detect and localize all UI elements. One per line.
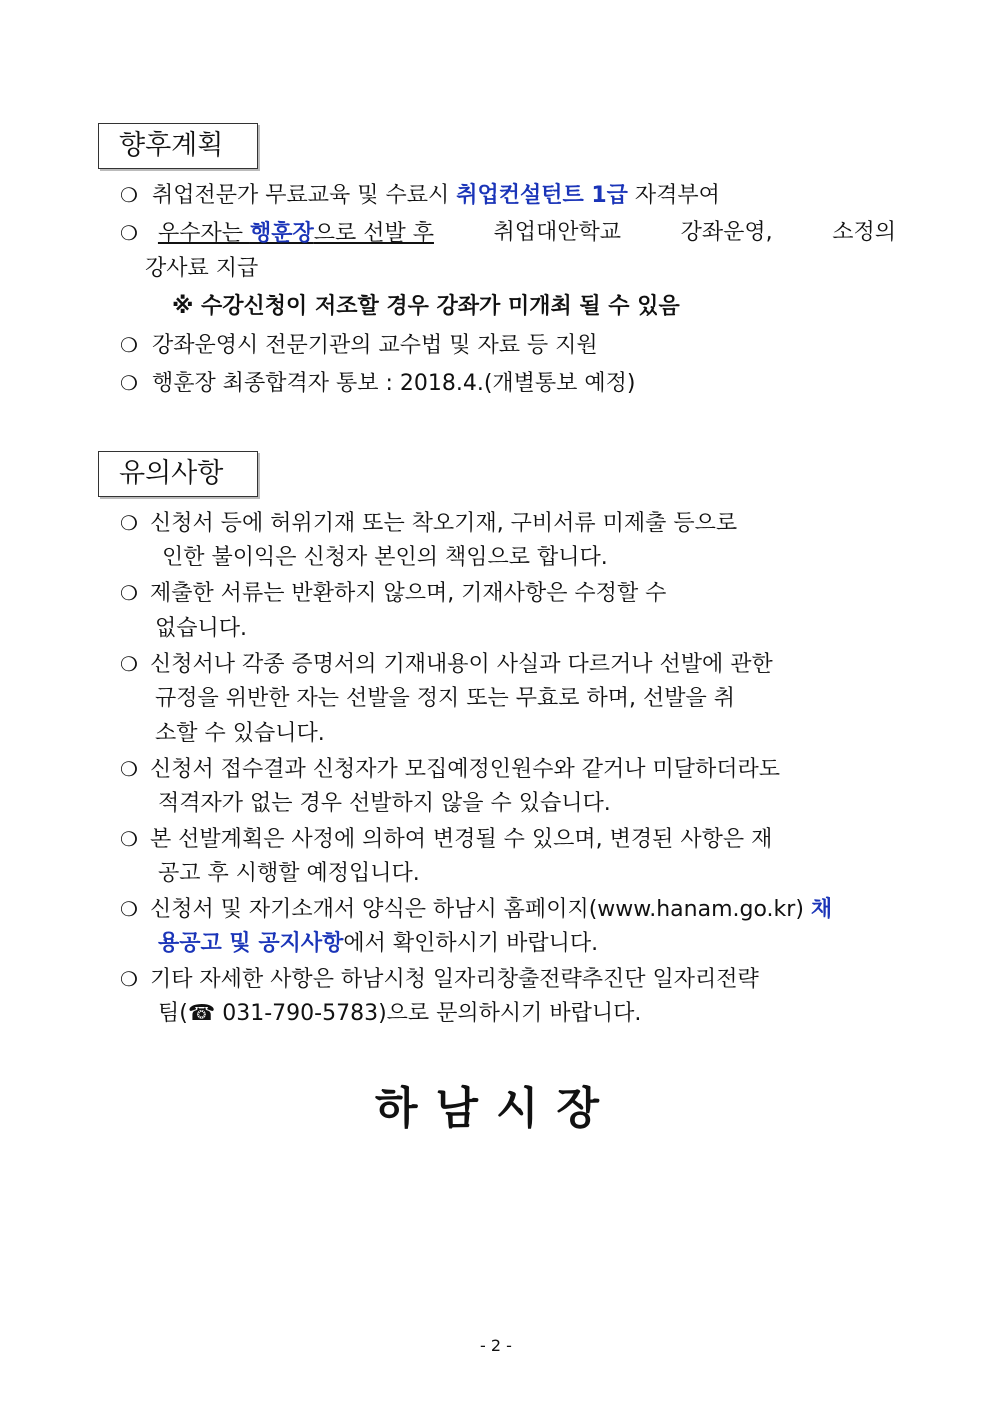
plan-item-2-word: 강좌운영, — [680, 220, 773, 245]
shadowed-circle-bullet-icon: ❍ — [120, 757, 138, 781]
shadowed-circle-bullet-icon: ❍ — [120, 511, 138, 535]
note-6-suffix: 에서 확인하시기 바랍니다. — [343, 931, 599, 956]
note-1-line-1 — [120, 508, 896, 539]
note-5-line-2: 공고 후 시행할 예정입니다. — [158, 861, 420, 886]
shadowed-circle-bullet-icon: ❍ — [120, 827, 138, 851]
plan-item-2-line-2: 강사료 지급 — [145, 256, 259, 281]
shadowed-circle-bullet-icon: ❍ — [120, 652, 138, 676]
note-5-line-1 — [120, 824, 772, 855]
plan-item-1 — [120, 180, 720, 211]
note-6-line-2 — [158, 929, 598, 959]
note-2-text: 제출한 서류는 반환하지 않으며, 기재사항은 수정할 수 — [149, 581, 667, 606]
note-3-line-2: 규정을 위반한 자는 선발을 정지 또는 무효로 하며, 선발을 취 — [155, 686, 735, 711]
circle-bullet-icon: ❍ — [120, 183, 138, 207]
page-number: - 2 - — [480, 1336, 512, 1355]
note-6-text: 신청서 및 자기소개서 양식은 하남시 홈페이지(www.hanam.go.kr) — [149, 897, 811, 922]
plan-note: ※ 수강신청이 저조할 경우 강좌가 미개최 될 수 있음 — [172, 294, 680, 319]
issuer-signature: 하남시장 — [374, 1083, 617, 1134]
note-2-line-1 — [120, 578, 666, 609]
plan-item-2-highlight: 행훈장 — [249, 221, 314, 246]
section-heading-notes: 유의사항 — [98, 451, 258, 497]
note-4-line-1 — [120, 754, 780, 785]
circle-bullet-icon: ❍ — [120, 221, 138, 245]
note-1-text: 신청서 등에 허위기재 또는 착오기재, 구비서류 미제출 등으로 — [149, 511, 738, 536]
plan-item-3-text: 강좌운영시 전문기관의 교수법 및 자료 등 지원 — [151, 333, 598, 358]
circle-bullet-icon: ❍ — [120, 333, 138, 357]
note-7-line-1 — [120, 964, 759, 995]
shadowed-circle-bullet-icon: ❍ — [120, 581, 138, 605]
plan-item-1-highlight: 취업컨설턴트 1급 — [456, 183, 628, 208]
note-6-line-1 — [120, 894, 832, 925]
circle-bullet-icon: ❍ — [120, 371, 138, 395]
note-3-line-3: 소할 수 있습니다. — [155, 721, 325, 746]
shadowed-circle-bullet-icon: ❍ — [120, 967, 138, 991]
section-heading-plan: 향후계획 — [98, 123, 258, 169]
note-4-line-2: 적격자가 없는 경우 선발하지 않을 수 있습니다. — [158, 791, 611, 816]
plan-item-3 — [120, 330, 598, 361]
note-3-line-1 — [120, 649, 773, 680]
shadowed-circle-bullet-icon: ❍ — [120, 897, 138, 921]
plan-item-2-word: 취업대안학교 — [493, 220, 622, 245]
note-7-line-2: 팀(☎ 031-790-5783)으로 문의하시기 바랍니다. — [158, 1001, 642, 1026]
note-3-text: 신청서나 각종 증명서의 기재내용이 사실과 다르거나 선발에 관한 — [149, 652, 773, 677]
note-5-text: 본 선발계획은 사정에 의하여 변경될 수 있으며, 변경된 사항은 재 — [149, 827, 773, 852]
plan-item-1-text: 취업전문가 무료교육 및 수료시 — [151, 183, 457, 208]
plan-item-2-underlined-a: 우수자는 — [157, 221, 250, 246]
plan-item-4-text: 행훈장 최종합격자 통보 : 2018.4.(개별통보 예정) — [151, 371, 636, 396]
note-7-text: 기타 자세한 사항은 하남시청 일자리창출전략추진단 일자리전략 — [149, 967, 759, 992]
plan-item-2-underlined-b: 으로 선발 후 — [313, 221, 434, 246]
note-4-text: 신청서 접수결과 신청자가 모집예정인원수와 같거나 미달하더라도 — [149, 757, 780, 782]
plan-item-2-line-1 — [120, 218, 896, 249]
note-2-line-2: 없습니다. — [155, 616, 248, 641]
note-6-highlight-start: 채 — [810, 897, 833, 922]
plan-item-1-suffix: 자격부여 — [627, 183, 720, 208]
plan-item-4 — [120, 368, 636, 399]
plan-item-2-word: 소정의 — [832, 220, 896, 245]
note-1-line-2: 인한 불이익은 신청자 본인의 책임으로 합니다. — [162, 545, 608, 570]
note-6-highlight: 용공고 및 공지사항 — [158, 931, 344, 956]
